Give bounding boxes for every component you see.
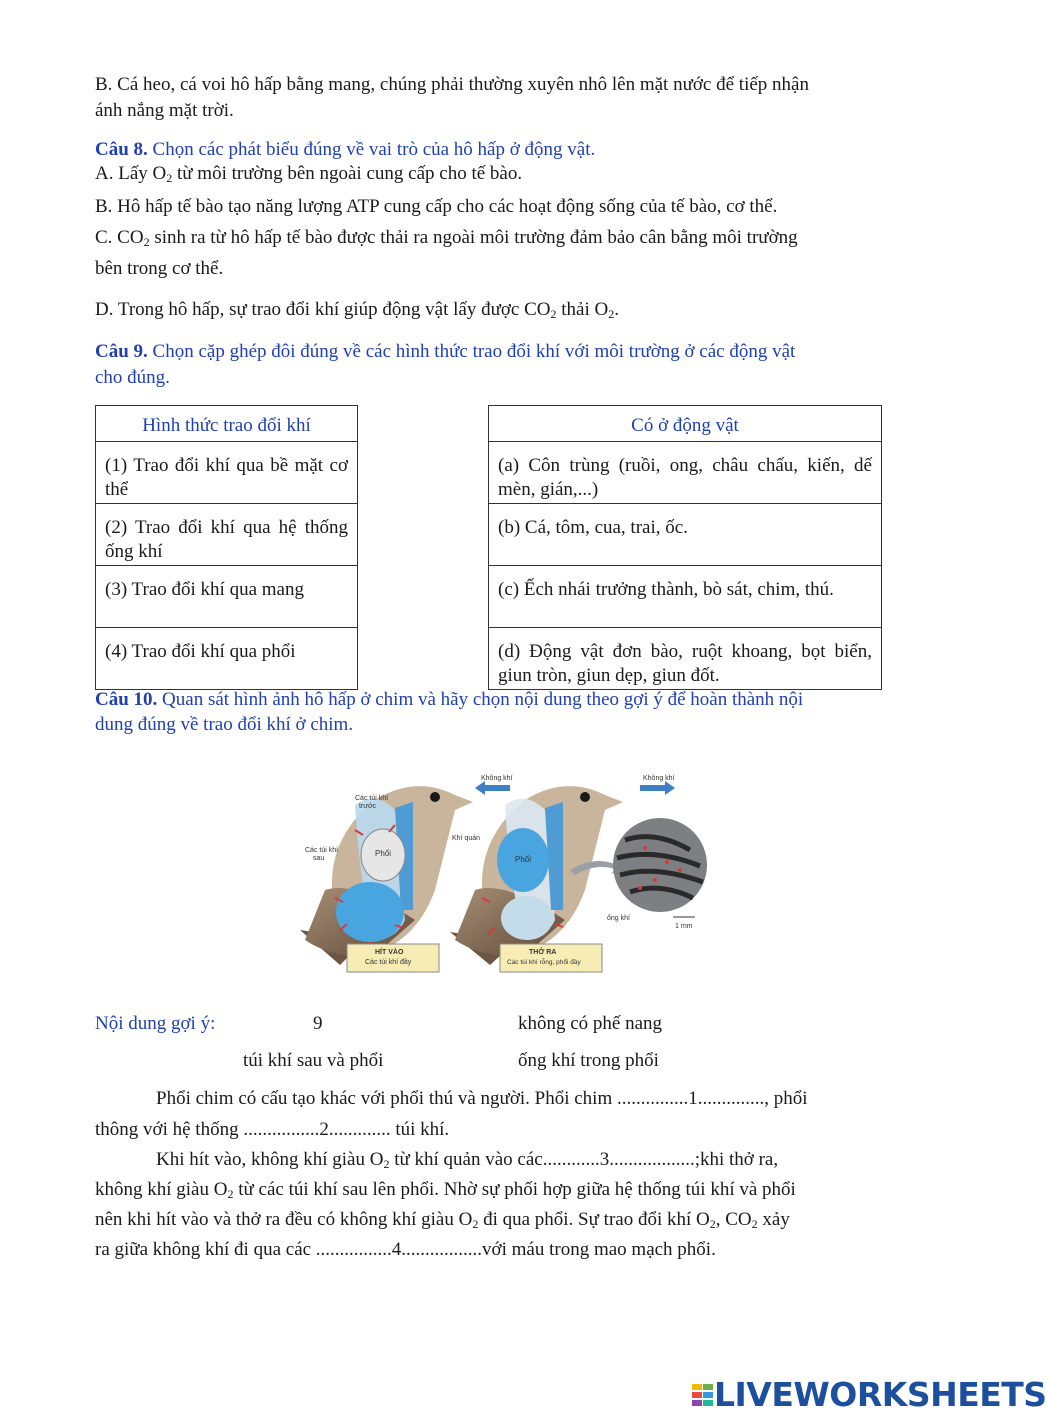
para2-line1: Khi hít vào, không khí giàu $O_2$ từ khí quản vào các............3..................;khi thở ra,	[156, 1149, 779, 1171]
q8-option-c-line2: bên trong cơ thể.	[95, 258, 224, 279]
q7-option-b-line2: ánh nắng mặt trời.	[95, 100, 234, 121]
para1-line1: Phổi chim có cấu tạo khác với phổi thú và người. Phổi chim ...............1.............., phổi	[156, 1088, 808, 1109]
caption-exhale-text: Các túi khí rỗng, phổi đầy	[507, 959, 581, 966]
q9-right-item-a[interactable]: (a) Côn trùng (ruồi, ong, châu chấu, kiến, dế mèn, gián,...)	[489, 442, 882, 504]
label-front-sacs-2: trước	[359, 803, 377, 810]
hint-option-2[interactable]: không có phế nang	[518, 1013, 663, 1034]
q9-right-table	[488, 405, 882, 690]
para1-line2: thông với hệ thống ................2............. túi khí.	[95, 1119, 450, 1140]
q7-option-b-line1: B. Cá heo, cá voi hô hấp bằng mang, chúng phải thường xuyên nhô lên mặt nước để tiếp nhận	[95, 74, 809, 95]
q9-left-item-4[interactable]: (4) Trao đổi khí qua phổi	[96, 628, 358, 690]
hint-option-1[interactable]: 9	[313, 1013, 323, 1034]
q8-prompt: Chọn các phát biểu đúng về vai trò của hô hấp ở động vật.	[152, 139, 596, 160]
label-trachea: Khí quản	[452, 835, 481, 842]
q8-heading	[95, 138, 595, 162]
q9-right-item-c[interactable]: (c) Ếch nhái trưởng thành, bò sát, chim, thú.	[489, 566, 882, 628]
label-rear-sacs-1: Các túi khí	[305, 847, 339, 854]
q9-left-item-2[interactable]: (2) Trao đổi khí qua hệ thống ống khí	[96, 504, 358, 566]
q10-prompt-line2: dung đúng về trao đổi khí ở chim.	[95, 714, 354, 735]
q8-option-d: D. Trong hô hấp, sự trao đổi khí giúp động vật lấy được $CO_2$ thải $O_2$.	[95, 299, 619, 321]
q9-right-item-b[interactable]: (b) Cá, tôm, cua, trai, ốc.	[489, 504, 882, 566]
liveworksheets-logo	[692, 1375, 1047, 1414]
liveworksheets-blocks-icon	[692, 1382, 714, 1408]
q9-number: Câu 9.	[95, 341, 148, 362]
q9-left-item-1[interactable]: (1) Trao đổi khí qua bề mặt cơ thể	[96, 442, 358, 504]
label-scale: 1 mm	[675, 923, 693, 930]
q9-left-header: Hình thức trao đổi khí	[96, 406, 358, 442]
label-rear-sacs-2: sau	[313, 855, 325, 862]
q8-number: Câu 8.	[95, 139, 148, 160]
q8-option-a: A. Lấy $O_2$ từ môi trường bên ngoài cung cấp cho tế bào.	[95, 163, 523, 185]
q8-option-b: B. Hô hấp tế bào tạo năng lượng ATP cung cấp cho các hoạt động sống của tế bào, cơ thể.	[95, 196, 778, 217]
q9-right-item-d[interactable]: (d) Động vật đơn bào, ruột khoang, bọt biển, giun tròn, giun dẹp, giun đốt.	[489, 628, 882, 690]
label-air-left: Không khí	[481, 775, 513, 782]
para2-line3: nên khi hít vào và thở ra đều có không khí giàu $O_2$ đi qua phổi. Sự trao đổi khí $O_2$, $CO_2$ xảy	[95, 1209, 790, 1231]
liveworksheets-wordmark: LIVEWORKSHEETS	[714, 1375, 1047, 1414]
para2-line2: không khí giàu $O_2$ từ các túi khí sau lên phổi. Nhờ sự phối hợp giữa hệ thống túi khí và phổi	[95, 1179, 796, 1201]
q9-left-table	[95, 405, 358, 690]
caption-inhale-text: Các túi khí đầy	[365, 959, 412, 966]
q10-number: Câu 10.	[95, 689, 158, 710]
q9-prompt-line2: cho đúng.	[95, 367, 170, 388]
hint-label: Nội dung gợi ý:	[95, 1013, 216, 1034]
label-air-right: Không khí	[643, 775, 675, 782]
caption-inhale-title: HÍT VÀO	[375, 949, 404, 956]
label-lung-left: Phổi	[375, 849, 392, 858]
q10-prompt-line1: Quan sát hình ảnh hô hấp ở chim và hãy chọn nội dung theo gợi ý để hoàn thành nội	[162, 689, 804, 710]
hint-option-3[interactable]: túi khí sau và phổi	[243, 1050, 384, 1071]
q9-left-item-3[interactable]: (3) Trao đổi khí qua mang	[96, 566, 358, 628]
para2-line4: ra giữa không khí đi qua các ................4.................với máu trong mao mạch phổi.	[95, 1239, 716, 1260]
bird-respiration-figure	[295, 770, 715, 975]
hint-option-4[interactable]: ống khí trong phổi	[518, 1050, 659, 1071]
q8-option-c: C. $CO_2$ sinh ra từ hô hấp tế bào được thải ra ngoài môi trường đảm bảo cân bằng môi trường	[95, 227, 798, 249]
label-front-sacs-1: Các túi khí	[355, 795, 389, 802]
q9-right-header: Có ở động vật	[489, 406, 882, 442]
label-lung-right: Phổi	[515, 855, 532, 864]
label-air-tube: ống khí	[607, 915, 630, 922]
q10-heading	[95, 688, 803, 712]
bird-exhale	[450, 781, 707, 972]
caption-exhale-title: THỞ RA	[529, 949, 557, 956]
q9-prompt-line1: Chọn cặp ghép đôi đúng về các hình thức trao đổi khí với môi trường ở các động vật	[152, 341, 796, 362]
q9-heading	[95, 340, 795, 364]
